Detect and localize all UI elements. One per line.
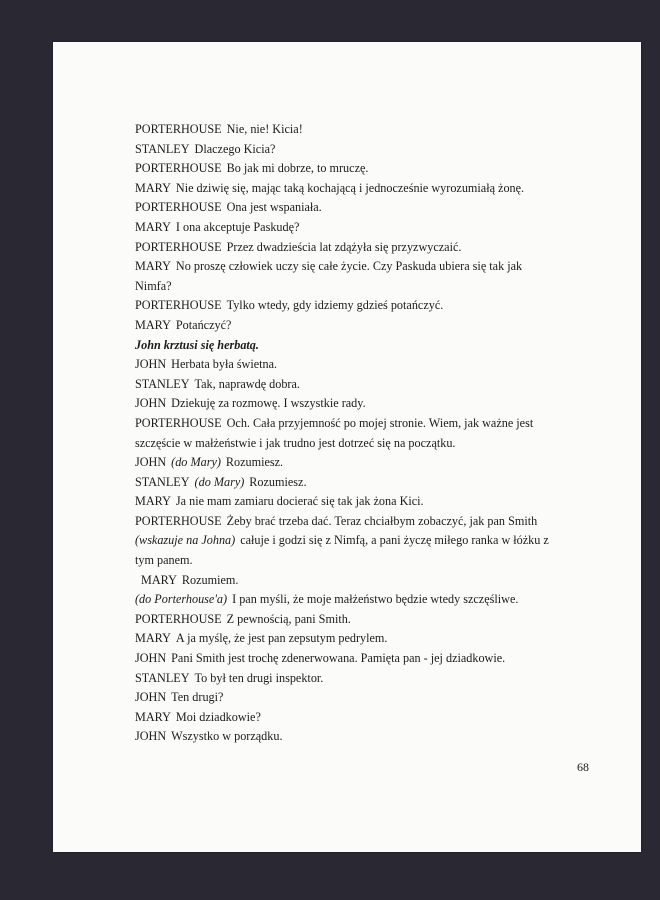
speaker-name: PORTERHOUSE xyxy=(135,298,222,313)
speaker-name: MARY xyxy=(135,259,171,274)
dialogue-line xyxy=(135,434,605,454)
dialogue-text: Wszystko w porządku. xyxy=(171,729,283,744)
speaker-name: MARY xyxy=(135,709,171,724)
dialogue-text: Ten drugi? xyxy=(171,690,224,705)
dialogue-text: Dziekuję za rozmowę. I wszystkie rady. xyxy=(171,396,366,411)
dialogue-text: Pani Smith jest trochę zdenerwowana. Pamięta pan - jej dziadkowie. xyxy=(171,651,506,666)
dialogue-line xyxy=(135,257,605,277)
dialogue-text: Przez dwadzieścia lat zdążyła się przyzwyczaić. xyxy=(226,239,462,254)
dialogue-line xyxy=(135,316,605,336)
dialogue-text: I ona akceptuje Paskudę? xyxy=(175,219,300,234)
speaker-name: PORTERHOUSE xyxy=(135,122,222,136)
speaker-name: JOHN xyxy=(135,729,167,744)
dialogue-text: Herbata była świetna. xyxy=(171,357,278,372)
stage-direction: (do Mary) xyxy=(171,455,221,470)
dialogue-line xyxy=(135,669,605,689)
stage-direction: John krztusi się herbatą. xyxy=(135,337,259,352)
dialogue-text: Och. Cała przyjemność po mojej stronie. Wiem, jak ważne jest xyxy=(226,415,534,430)
dialogue-text: Ja nie mam zamiaru docierać się tak jak żona Kici. xyxy=(175,494,424,509)
speaker-name: MARY xyxy=(135,180,171,195)
dialogue-line xyxy=(135,336,605,356)
dialogue-line xyxy=(135,473,605,493)
speaker-name: MARY xyxy=(141,572,177,587)
dialogue-text: Rozumiesz. xyxy=(249,474,307,489)
speaker-name: MARY xyxy=(135,631,171,646)
dialogue-line xyxy=(135,610,605,630)
speaker-name: JOHN xyxy=(135,455,167,470)
dialogue-line xyxy=(135,394,605,414)
speaker-name: JOHN xyxy=(135,357,167,372)
speaker-name: STANLEY xyxy=(135,670,190,685)
dialogue-text: Ona jest wspaniała. xyxy=(226,200,322,215)
dialogue-line xyxy=(135,629,605,649)
dialogue-line xyxy=(135,551,605,571)
dialogue-line xyxy=(135,531,605,551)
dialogue-text: No proszę człowiek uczy się całe życie. Czy Paskuda ubiera się tak jak xyxy=(175,259,523,274)
dialogue-line xyxy=(135,296,605,316)
dialogue-line xyxy=(135,159,605,179)
dialogue-text: Nie, nie! Kicia! xyxy=(226,122,303,136)
dialogue-line xyxy=(135,727,605,747)
dialogue-line xyxy=(135,492,605,512)
dialogue-text: To był ten drugi inspektor. xyxy=(194,670,324,685)
dialogue-line xyxy=(135,218,605,238)
speaker-name: JOHN xyxy=(135,690,167,705)
stage-direction: (wskazuje na Johna) xyxy=(135,533,236,548)
dialogue-line xyxy=(135,140,605,160)
dialogue-text: Z pewnością, pani Smith. xyxy=(226,611,351,626)
speaker-name: MARY xyxy=(135,317,171,332)
dialogue-text: I pan myśli, że moje małżeństwo będzie wtedy szczęśliwe. xyxy=(232,592,519,607)
dialogue-text: Tylko wtedy, gdy idziemy gdzieś potańczyć. xyxy=(226,298,444,313)
speaker-name: MARY xyxy=(135,494,171,509)
dialogue-body xyxy=(135,120,605,747)
dialogue-text: Moi dziadkowie? xyxy=(175,709,261,724)
speaker-name: PORTERHOUSE xyxy=(135,161,222,176)
dialogue-text: Dlaczego Kicia? xyxy=(194,141,276,156)
dialogue-text: Potańczyć? xyxy=(175,317,232,332)
page-number: 68 xyxy=(577,760,589,774)
dialogue-line xyxy=(135,512,605,532)
stage-direction: (do Porterhouse'a) xyxy=(135,592,228,607)
speaker-name: JOHN xyxy=(135,651,167,666)
speaker-name: STANLEY xyxy=(135,141,190,156)
dialogue-text: Nimfa? xyxy=(135,278,172,293)
dialogue-text: Nie dziwię się, mając taką kochającą i jednocześnie wyrozumiałą żonę. xyxy=(175,180,525,195)
dialogue-text: całuje i godzi się z Nimfą, a pani życzę miłego ranka w łóżku z xyxy=(240,533,549,548)
script-page xyxy=(53,42,641,852)
dialogue-line xyxy=(135,198,605,218)
dialogue-text: Bo jak mi dobrze, to mruczę. xyxy=(226,161,369,176)
speaker-name: PORTERHOUSE xyxy=(135,611,222,626)
speaker-name: PORTERHOUSE xyxy=(135,239,222,254)
dialogue-line xyxy=(135,571,605,591)
speaker-name: MARY xyxy=(135,219,171,234)
dialogue-text: Rozumiem. xyxy=(181,572,239,587)
dialogue-line xyxy=(135,277,605,297)
dialogue-line xyxy=(135,414,605,434)
dialogue-line xyxy=(135,355,605,375)
speaker-name: PORTERHOUSE xyxy=(135,200,222,215)
dialogue-text: A ja myślę, że jest pan zepsutym pedrylem. xyxy=(175,631,388,646)
speaker-name: STANLEY xyxy=(135,376,190,391)
dialogue-text: Rozumiesz. xyxy=(225,455,284,470)
stage-direction: (do Mary) xyxy=(194,474,245,489)
dialogue-line xyxy=(135,453,605,473)
dialogue-line xyxy=(135,649,605,669)
speaker-name: PORTERHOUSE xyxy=(135,513,222,528)
speaker-name: PORTERHOUSE xyxy=(135,415,222,430)
dialogue-line xyxy=(135,238,605,258)
dialogue-text: Żeby brać trzeba dać. Teraz chciałbym zobaczyć, jak pan Smith xyxy=(226,513,538,528)
dialogue-text: tym panem. xyxy=(135,553,193,568)
dialogue-line xyxy=(135,375,605,395)
dialogue-line xyxy=(135,708,605,728)
dialogue-line xyxy=(135,688,605,708)
dialogue-line xyxy=(135,179,605,199)
dialogue-line xyxy=(135,120,605,140)
dialogue-text: szczęście w małżeństwie i jak trudno jest dotrzeć się na początku. xyxy=(135,435,456,450)
speaker-name: STANLEY xyxy=(135,474,190,489)
speaker-name: JOHN xyxy=(135,396,167,411)
dialogue-line xyxy=(135,590,605,610)
dialogue-text: Tak, naprawdę dobra. xyxy=(194,376,300,391)
